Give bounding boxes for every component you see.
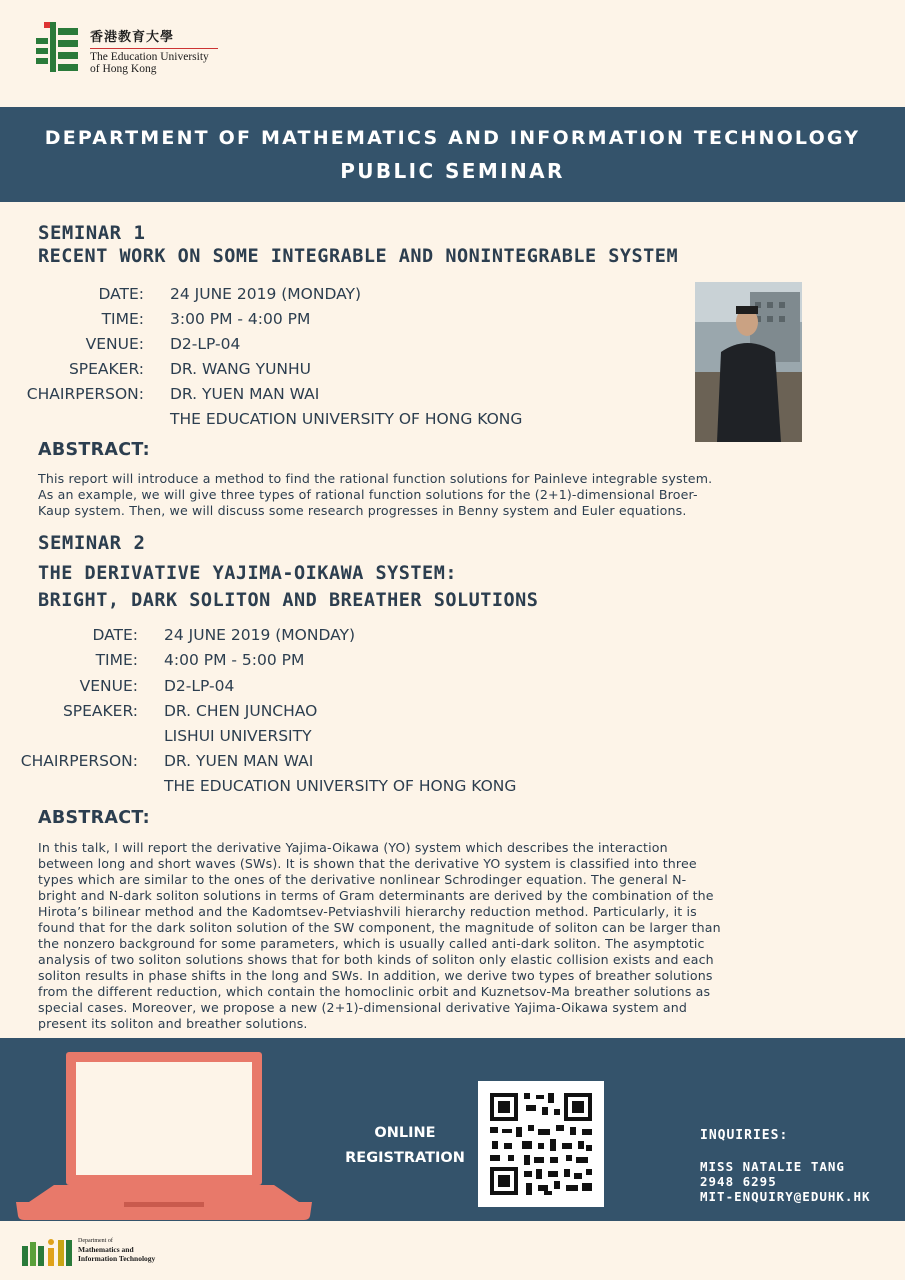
seminar1-title: RECENT WORK ON SOME INTEGRABLE AND NONINTEGRABLE SYSTEM (38, 246, 679, 267)
eduhk-emblem-icon (34, 20, 82, 76)
inquiries-contact (700, 1159, 871, 1204)
university-logo (34, 20, 234, 80)
seminar1-venue-label: VENUE: (85, 335, 144, 353)
logo-name-en-2: of Hong Kong (90, 63, 157, 75)
abstract-line: from the different reduction, which contain the homoclinic orbit and Kuznetsov-Ma breather solutions as (38, 984, 711, 999)
seminar2-date-label: DATE: (92, 626, 138, 644)
contact-email[interactable]: MIT-ENQUIRY@EDUHK.HK (700, 1189, 871, 1204)
seminar1-abstract (38, 471, 878, 519)
seminar2-title-line2: BRIGHT, DARK SOLITON AND BREATHER SOLUTIONS (38, 590, 539, 611)
abstract-line: Kaup system. Then, we will discuss some research progresses in Benny system and Euler equations. (38, 503, 687, 518)
logo-name-en-1: The Education University (90, 51, 209, 63)
abstract-line: present its soliton and breather solutions. (38, 1016, 308, 1031)
seminar2-abstract (38, 840, 888, 1032)
logo-rule (90, 48, 218, 49)
seminar2-chair-label: CHAIRPERSON: (20, 752, 138, 770)
inquiries-heading: INQUIRIES: (700, 1128, 789, 1143)
abstract-line: found that for the dark soliton solution of the SW component, the magnitude of soliton can be larger than (38, 920, 721, 935)
abstract-line: types which are similar to the ones of the derivative nonlinear Schrodinger equation. The general N- (38, 872, 687, 887)
seminar1-date: 24 JUNE 2019 (MONDAY) (170, 285, 362, 303)
seminar1-time: 3:00 PM - 4:00 PM (170, 310, 311, 328)
abstract-line: Hirota’s bilinear method and the Kadomtsev-Petviashvili hierarchy reduction method. Particularly, it is (38, 904, 697, 919)
abstract-line: soliton results in phase shifts in the long and SWs. In addition, we derive two types of breather solutions (38, 968, 713, 983)
seminar1-venue: D2-LP-04 (170, 335, 241, 353)
seminar2-chair: DR. YUEN MAN WAI (164, 752, 314, 770)
logo-name-zh: 香港教育大學 (90, 29, 175, 44)
dept-logo-line3: Information Technology (78, 1254, 156, 1263)
seminar2-time: 4:00 PM - 5:00 PM (164, 651, 305, 669)
logo-wordmark (90, 26, 218, 75)
seminar2-speaker-org: LISHUI UNIVERSITY (164, 727, 312, 745)
registration-label: REGISTRATION (345, 1150, 465, 1166)
seminar1-date-label: DATE: (98, 285, 144, 303)
abstract-line: special cases. Moreover, we propose a new (2+1)-dimensional derivative Yajima-Oikawa system and (38, 1000, 688, 1015)
abstract-line: In this talk, I will report the derivative Yajima-Oikawa (YO) system which describes the interaction (38, 840, 668, 855)
seminar1-chair-label: CHAIRPERSON: (26, 385, 144, 403)
seminar1-time-label: TIME: (101, 310, 144, 328)
speaker-photo-image (695, 282, 802, 442)
qr-code-icon (478, 1081, 604, 1207)
seminar2-speaker: DR. CHEN JUNCHAO (164, 702, 318, 720)
seminar2-heading: SEMINAR 2 (38, 532, 146, 554)
seminar1-chair: DR. YUEN MAN WAI (170, 385, 320, 403)
dept-logo-line1: Department of (78, 1238, 113, 1244)
seminar1-speaker-label: SPEAKER: (68, 360, 144, 378)
contact-name: MISS NATALIE TANG (700, 1159, 845, 1174)
seminar2-time-label: TIME: (95, 651, 138, 669)
department-logo (22, 1236, 182, 1268)
seminar1-chair-org: THE EDUCATION UNIVERSITY OF HONG KONG (170, 410, 523, 428)
seminar2-date: 24 JUNE 2019 (MONDAY) (164, 626, 356, 644)
online-label: ONLINE (374, 1125, 436, 1141)
speaker-photo (695, 282, 802, 442)
mit-logo-icon (22, 1236, 76, 1266)
online-registration-label (330, 1121, 480, 1171)
seminar-type-title: PUBLIC SEMINAR (340, 159, 565, 183)
seminar1-heading: SEMINAR 1 (38, 222, 146, 244)
seminar2-venue-label: VENUE: (79, 677, 138, 695)
seminar2-speaker-label: SPEAKER: (62, 702, 138, 720)
abstract-line: analysis of two soliton solutions shows that for both kinds of soliton only elastic collision exists and each (38, 952, 714, 967)
seminar2-title-line1: THE DERIVATIVE YAJIMA-OIKAWA SYSTEM: (38, 563, 457, 584)
dept-logo-text (78, 1238, 155, 1263)
abstract-line: between long and short waves (SWs). It is shown that the derivative YO system is classified into three (38, 856, 697, 871)
seminar1-speaker: DR. WANG YUNHU (170, 360, 312, 378)
seminar1-abstract-heading: ABSTRACT: (38, 440, 150, 460)
seminar2-abstract-heading: ABSTRACT: (38, 808, 150, 828)
department-title: DEPARTMENT OF MATHEMATICS AND INFORMATION TECHNOLOGY (44, 127, 861, 149)
dept-logo-line2: Mathematics and (78, 1245, 134, 1254)
seminar2-venue: D2-LP-04 (164, 677, 235, 695)
abstract-line: As an example, we will give three types of rational function solutions for the (2+1)-dimensional Broer- (38, 487, 698, 502)
abstract-line: bright and N-dark soliton solutions in terms of Gram determinants are derived by the combination of the (38, 888, 714, 903)
registration-qr-code[interactable] (478, 1081, 604, 1207)
abstract-line: the nonzero background for some parameters, which is usually called anti-dark soliton. The asymptotic (38, 936, 705, 951)
contact-phone: 2948 6295 (700, 1174, 777, 1189)
seminar2-chair-org: THE EDUCATION UNIVERSITY OF HONG KONG (164, 777, 517, 795)
header-banner (0, 107, 905, 202)
abstract-line: This report will introduce a method to find the rational function solutions for Painleve integrable system. (38, 471, 713, 486)
laptop-icon (14, 1050, 314, 1222)
